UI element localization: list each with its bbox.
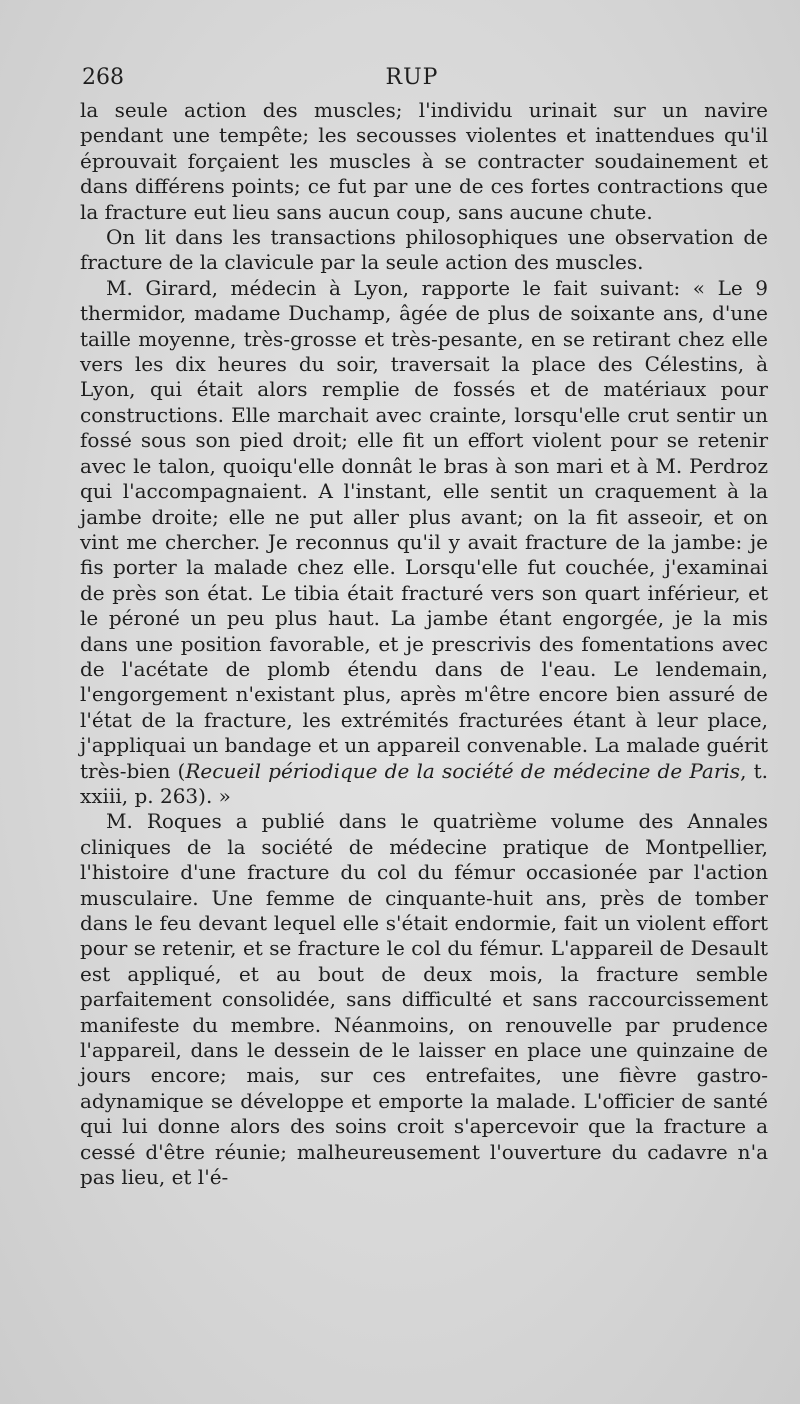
running-head: RUP: [385, 65, 439, 90]
body-text: [80, 98, 768, 1190]
page-header: [82, 62, 742, 94]
paragraph-1: la seule action des muscles; l'individu urinait sur un navire pendant une tempête; les secousses violentes et inattendues qu'il éprouvait forçaient les muscles à se contracter soudainement et dans différens points; ce fut par une de ces fortes contractions que la fracture eut lieu sans aucun coup, sans aucune chute.: [80, 98, 768, 224]
paragraph-3: [80, 276, 768, 810]
citation-reference: , t. xxiii, p. 263). »: [80, 758, 769, 808]
page-number: 268: [82, 65, 124, 90]
paragraph-4: M. Roques a publié dans le quatrième volume des Annales cliniques de la société de médecine pratique de Montpellier, l'histoire d'une fracture du col du fémur occasionée par l'action musculaire. Une femme de cinquante-huit ans, près de tomber dans le feu devant lequel elle s'était endormie, fait un violent effort pour se retenir, et se fracture le col du fémur. L'appareil de Desault est appliqué, et au bout de deux mois, la fracture semble parfaitement consolidée, sans difficulté et sans raccourcissement manifeste du membre. Néanmoins, on renouvelle par prudence l'appareil, dans le dessein de le laisser en place une quinzaine de jours encore; mais, sur ces entrefaites, une fièvre gastro-adynamique se développe et emporte la malade. L'officier de santé qui lui donne alors des soins croit s'apercevoir que la fracture a cessé d'être réunie; malheureusement l'ouverture du cadavre n'a pas lieu, et l'é-: [80, 809, 768, 1190]
citation-title: Recueil périodique de la société de médecine de Paris: [185, 758, 741, 783]
paragraph-3-text: M. Girard, médecin à Lyon, rapporte le fait suivant: « Le 9 thermidor, madame Duchamp, âgée de plus de soixante ans, d'une taille moyenne, très-grosse et très-pesante, en se retirant chez elle vers les dix heures du soir, traversait la place des Célestins, à Lyon, qui était alors remplie de fossés et de matériaux pour constructions. Elle marchait avec crainte, lorsqu'elle crut sentir un fossé sous son pied droit; elle fit un effort violent pour se retenir avec le talon, quoiqu'elle donnât le bras à son mari et à M. Perdroz qui l'accompagnaient. A l'instant, elle sentit un craquement à la jambe droite; elle ne put aller plus avant; on la fit asseoir, et on vint me chercher. Je reconnus qu'il y avait fracture de la jambe: je fis porter la malade chez elle. Lorsqu'elle fut couchée, j'examinai de près son état. Le tibia était fracturé vers son quart inférieur, et le péroné un peu plus haut. La jambe étant engorgée, je la mis dans une position favorable, et je prescrivis des fomentations avec de l'acétate de plomb étendu dans de l'eau. Le lendemain, l'engorgement n'existant plus, après m'être encore bien assuré de l'état de la fracture, les extrémités fracturées étant à leur place, j'appliquai un bandage et un appareil convenable. La malade guérit très-bien (: [80, 275, 768, 783]
paragraph-2: On lit dans les transactions philosophiques une observation de fracture de la clavicule par la seule action des muscles.: [80, 225, 768, 275]
